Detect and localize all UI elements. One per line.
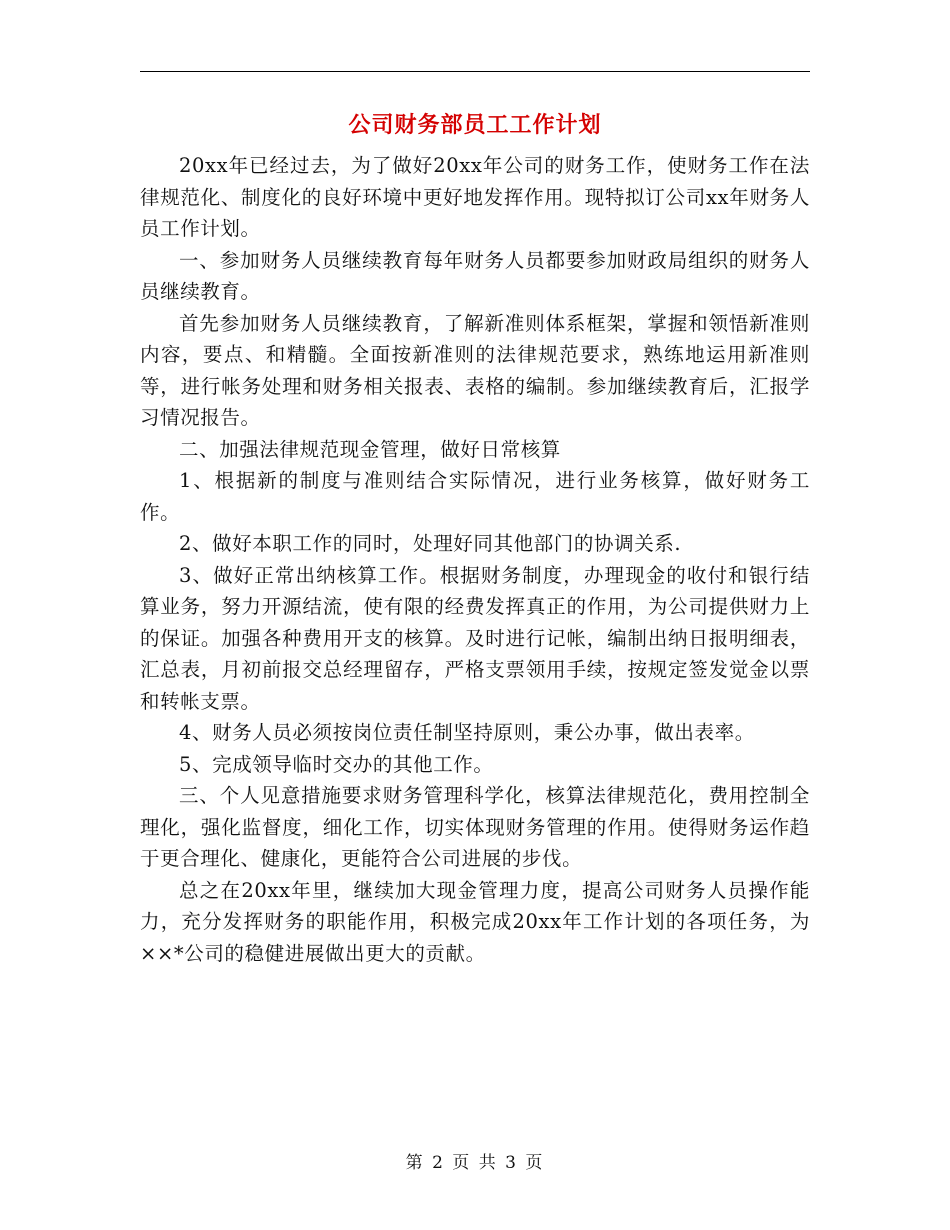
paragraph-section-3: 三、个人见意措施要求财务管理科学化，核算法律规范化，费用控制全理化，强化监督度，细化工作，切实体现财务管理的作用。使得财务运作趋于更合理化、健康化，更能符合公司进展的步伐。 (140, 784, 810, 870)
paragraph-section-1: 一、参加财务人员继续教育每年财务人员都要参加财政局组织的财务人员继续教育。 (140, 248, 810, 303)
paragraph-item-2: 2、做好本职工作的同时，处理好同其他部门的协调关系. (179, 532, 682, 555)
paragraph-section-1-detail: 首先参加财务人员继续教育，了解新准则体系框架，掌握和领悟新准则内容，要点、和精髓。全面按新准则的法律规范要求，熟练地运用新准则等，进行帐务处理和财务相关报表、表格的编制。参加继续教育后，汇报学习情况报告。 (140, 311, 810, 429)
paragraph-item-5: 5、完成领导临时交办的其他工作。 (179, 752, 494, 776)
paragraph-item-3: 3、做好正常出纳核算工作。根据财务制度，办理现金的收付和银行结算业务，努力开源结流，使有限的经费发挥真正的作用，为公司提供财力上的保证。加强各种费用开支的核算。及时进行记帐，编制出纳日报明细表，汇总表，月初前报交总经理留存，严格支票领用手续，按规定签发觉金以票和转帐支票。 (140, 563, 810, 713)
paragraph-intro: 20xx年已经过去，为了做好20xx年公司的财务工作，使财务工作在法律规范化、制度化的良好环境中更好地发挥作用。现特拟订公司xx年财务人员工作计划。 (140, 154, 810, 240)
header-rule (140, 71, 810, 72)
paragraph-section-2: 二、加强法律规范现金管理，做好日常核算 (179, 437, 561, 461)
page-number: 第 2 页 共 3 页 (405, 1153, 545, 1173)
document-title: 公司财务部员工工作计划 (348, 112, 602, 138)
paragraph-item-1: 1、根据新的制度与准则结合实际情况，进行业务核算，做好财务工作。 (140, 469, 810, 524)
paragraph-conclusion: 总之在20xx年里，继续加大现金管理力度，提高公司财务人员操作能力，充分发挥财务的职能作用，积极完成20xx年工作计划的各项任务，为××*公司的稳健进展做出更大的贡献。 (140, 878, 810, 965)
document-body (140, 150, 810, 969)
page-footer (140, 1151, 810, 1175)
paragraph-item-4: 4、财务人员必须按岗位责任制坚持原则，秉公办事，做出表率。 (179, 721, 755, 744)
